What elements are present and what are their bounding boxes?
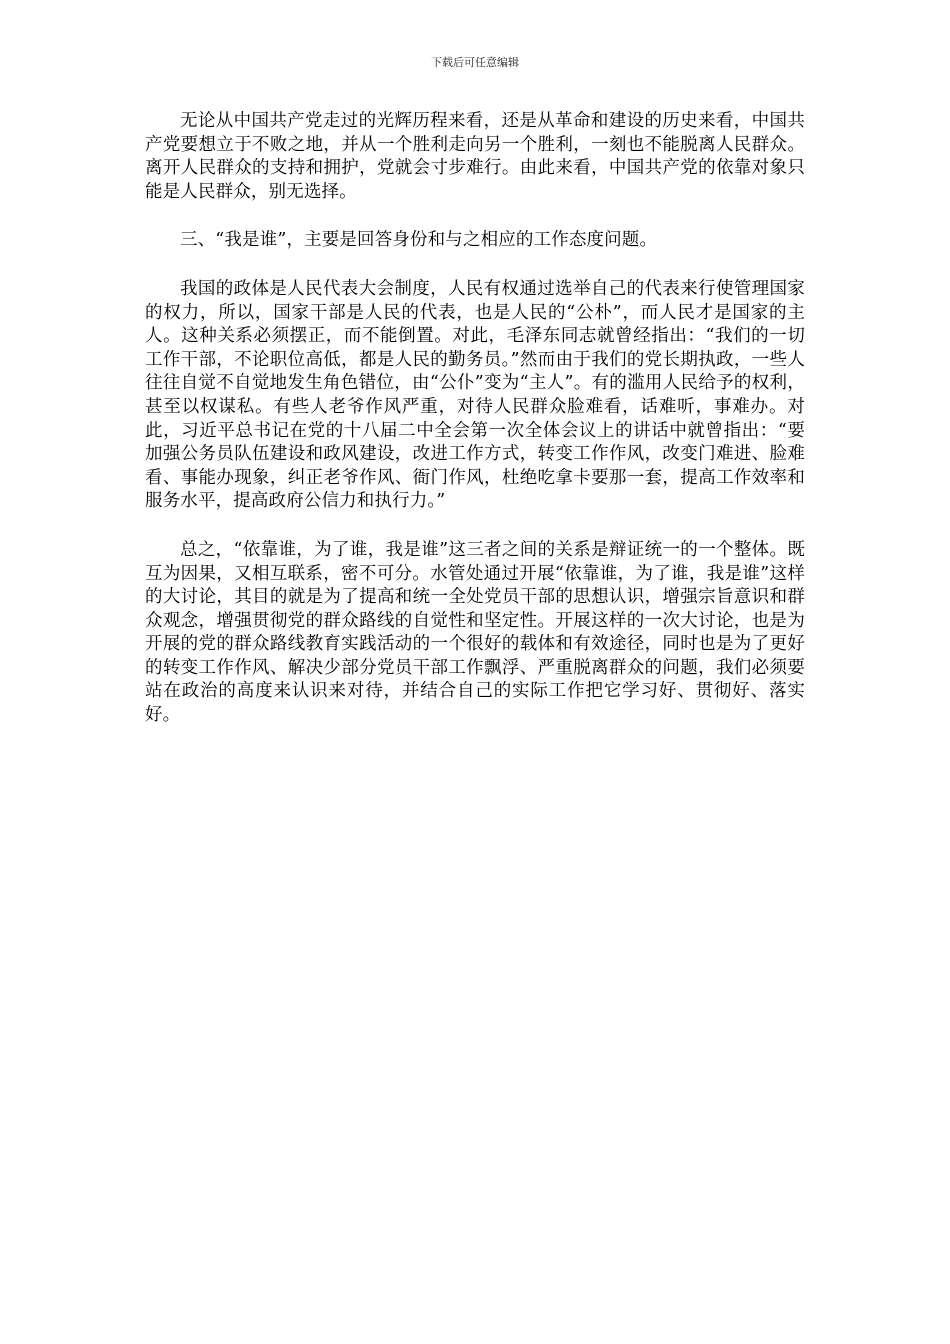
document-body bbox=[145, 110, 805, 753]
paragraph-section-three-heading: 三、“我是谁”，主要是回答身份和与之相应的工作态度问题。 bbox=[180, 230, 658, 251]
page-header: 下载后可任意编辑 bbox=[431, 56, 519, 69]
paragraph-conclusion: 总之，“依靠谁，为了谁，我是谁”这三者之间的关系是辩证统一的一个整体。既互为因果，又相互联系，密不可分。水管处通过开展“依靠谁，为了谁，我是谁”这样的大讨论，其目的就是为了提高和统一全处党员干部的思想认识，增强宗旨意识和群众观念，增强贯彻党的群众路线的自觉性和坚定性。开展这样的一次大讨论，也是为开展的党的群众路线教育实践活动的一个很好的载体和有效途径，同时也是为了更好的转变工作作风、解决少部分党员干部工作飘浮、严重脱离群众的问题，我们必须要站在政治的高度来认识来对待，并结合自己的实际工作把它学习好、贯彻好、落实好。 bbox=[145, 539, 805, 726]
paragraph-history: 无论从中国共产党走过的光辉历程来看，还是从革命和建设的历史来看，中国共产党要想立于不败之地，并从一个胜利走向另一个胜利，一刻也不能脱离人民群众。离开人民群众的支持和拥护，党就会寸步难行。由此来看，中国共产党的依靠对象只能是人民群众，别无选择。 bbox=[145, 111, 805, 202]
paragraph-who-am-i: 我国的政体是人民代表大会制度，人民有权通过选举自己的代表来行使管理国家的权力，所以，国家干部是人民的代表，也是人民的“公朴”，而人民才是国家的主人。这种关系必须摆正，而不能倒置。对此，毛泽东同志就曾经指出：“我们的一切工作干部，不论职位高低，都是人民的勤务员。”然而由于我们的党长期执政，一些人往往自觉不自觉地发生角色错位，由“公仆”变为“主人”。有的滥用人民给予的权利，甚至以权谋私。有些人老爷作风严重，对待人民群众脸难看，话难听，事难办。对此，习近平总书记在党的十八届二中全会第一次全体会议上的讲话中就曾指出：“要加强公务员队伍建设和政风建设，改进工作方式，转变工作作风，改变门难进、脸难看、事能办现象，纠正老爷作风、衙门作风，杜绝吃拿卡要那一套，提高工作效率和服务水平，提高政府公信力和执行力。” bbox=[145, 278, 805, 512]
